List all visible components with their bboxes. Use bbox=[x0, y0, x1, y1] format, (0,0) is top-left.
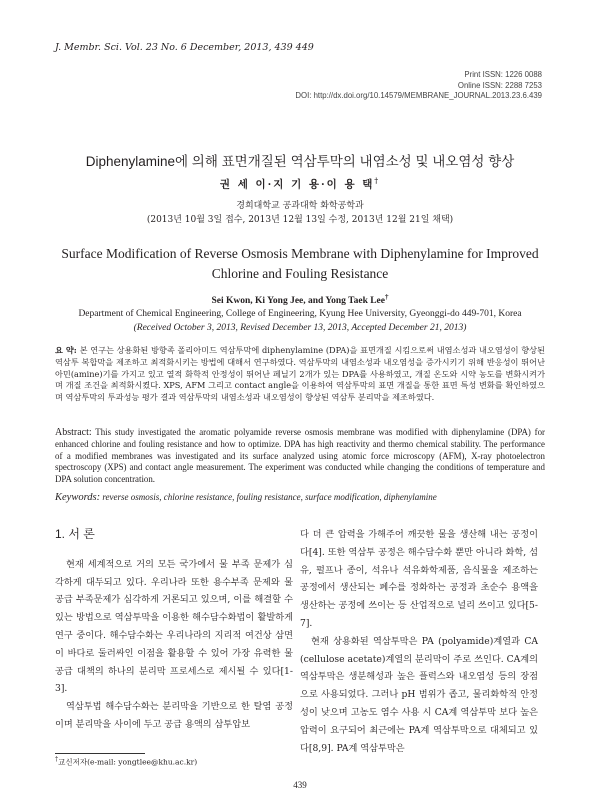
footnote-divider bbox=[55, 753, 145, 754]
english-abstract-text: This study investigated the aromatic polyamide reverse osmosis membrane was modified with diphenylamine (DPA) for enhanced chlorine and fouling resistance and how to optimize. DPA has high reactivity and thermo chemical stability. The performance of a modified membranes was investigated and its surface analyzed using atomic force microscopy (AFM), X-ray photoelectron spectroscopy (XPS) and contact angle measurement. The experiment was conducted while changing the conditions of temperature and DPA solution concentration. bbox=[55, 427, 545, 485]
english-title: Surface Modification of Reverse Osmosis Membrane with Diphenylamine for Improved Chlorine and Fouling Resistance bbox=[61, 246, 539, 281]
section-heading-introduction: 1. 서 론 bbox=[55, 527, 95, 541]
footnote-text: 교신저자(e-mail: yongtlee@khu.ac.kr) bbox=[58, 757, 198, 767]
korean-abstract bbox=[55, 345, 545, 404]
keywords-text: reverse osmosis, chlorine resistance, fouling resistance, surface modification, diphenylamine bbox=[102, 492, 437, 502]
korean-abstract-label: 요 약: bbox=[55, 345, 77, 355]
english-abstract-label: Abstract: bbox=[55, 427, 92, 438]
intro-paragraph-3: 다 더 큰 압력을 가해주어 깨끗한 물을 생산해 내는 공정이다[4]. 또한 역삼투 공정은 해수담수화 뿐만 아니라 화학, 섬유, 펄프나 종이, 석유나 석유화학제품, 음식물을 제조하는 공정에서 생산되는 폐수를 정화하는 공정과 초순수 용액을 생산하는 공정에 쓰이는 등 산업적으로 널리 쓰이고 있다[5-7]. bbox=[300, 529, 538, 629]
online-issn: Online ISSN: 2288 7253 bbox=[457, 80, 542, 90]
print-issn: Print ISSN: 1226 0088 bbox=[464, 70, 542, 79]
issn-block bbox=[295, 70, 542, 102]
intro-paragraph-2: 역삼투법 해수담수화는 분리막을 기반으로 한 탈염 공정이며 분리막을 사이에 두고 공급 용액의 삼투압보 bbox=[55, 701, 293, 730]
korean-authors bbox=[0, 176, 600, 192]
english-authors bbox=[0, 293, 600, 306]
page-number: 439 bbox=[293, 780, 307, 790]
korean-abstract-text: 본 연구는 상용화된 방향족 폴리아미드 역삼투막에 diphenylamine (DPA)을 표면개질 시킴으로써 내염소성과 내오염성이 향상된 역삼투 복합막을 제조하고 최적화시키는 방법에 대해서 연구하였다. 역삼투막의 내염소성과 내오염성을 증가시키기 위해 반응성이 뛰어난 아민(amine)기를 가지고 있고 열적 화학적 안정성이 뛰어난 페닐기 2개가 있는 DPA를 사용하였고, 개질 온도와 시약 농도를 변화시켜가며 개질 조건을 최적화시켰다. XPS, AFM 그리고 contact angle을 이용하여 역삼투막의 표면 개질을 통한 표면 특성 변화를 확인하였으며 역삼투막의 투과성능 평가 결과 역삼투막의 내염소성과 내오염성이 향상된 역삼투 분리막을 제조하였다. bbox=[55, 345, 545, 403]
korean-dates: (2013년 10월 3일 접수, 2013년 12월 13일 수정, 2013년 12월 21일 채택) bbox=[146, 215, 454, 225]
footnote-mark: † bbox=[55, 756, 59, 763]
english-dates: (Received October 3, 2013, Revised December 13, 2013, Accepted December 21, 2013) bbox=[133, 323, 467, 333]
korean-author-names: 권 세 이·지 기 용·이 용 택 bbox=[219, 178, 375, 191]
corresponding-author-mark: † bbox=[374, 176, 381, 185]
intro-paragraph-1: 현재 세계적으로 거의 모든 국가에서 물 부족 문제가 심각하게 대두되고 있다. 우리나라 또한 용수부족 문제와 물 공급 부족문제가 심각하게 거론되고 있으며, 이를 해결할 수 있는 방법으로 역삼투막을 이용한 해수담수화법이 활발하게 연구 중이다. 해수담수화는 우리나라의 지리적 여건상 삼면이 바다로 둘러싸인 이점을 활용할 수 있어 가장 유력한 물 공급 대책의 하나의 분리막 프로세스로 제시될 수 있다[1-3]. bbox=[55, 558, 293, 695]
journal-citation: J. Membr. Sci. Vol. 23 No. 6 December, 2013, 439 449 bbox=[55, 42, 314, 53]
left-column bbox=[55, 520, 293, 734]
intro-paragraph-4: 현재 상용화된 역삼투막은 PA (polyamide)계열과 CA (cellulose acetate)계열의 분리막이 주로 쓰인다. CA계의 역삼투막은 생분해성과 높은 플럭스와 내오염성 등의 장점으로 사용되었다. 그러나 pH 범위가 좁고, 물리화학적 안정성이 낮으며 고농도 염수 사용 시 CA계 역삼투막 보다 높은 압력이 요구되어 최근에는 PA계 역삼투막으로 대체되고 있다[8,9]. PA계 역삼투막은 bbox=[300, 635, 538, 754]
english-author-names: Sei Kwon, Ki Yong Jee, and Yong Taek Lee bbox=[211, 296, 385, 307]
english-affiliation: Department of Chemical Engineering, College of Engineering, Kyung Hee University, Gyeonggi-do 449-701, Korea bbox=[78, 309, 522, 319]
keywords bbox=[55, 492, 545, 503]
doi-link[interactable]: DOI: http://dx.doi.org/10.14579/MEMBRANE_JOURNAL.2013.23.6.439 bbox=[295, 91, 542, 100]
korean-affiliation: 경희대학교 공과대학 화학공학과 bbox=[236, 201, 364, 211]
right-column bbox=[300, 526, 538, 757]
korean-title: Diphenylamine에 의해 표면개질된 역삼투막의 내염소성 및 내오염성 향상 bbox=[85, 154, 515, 169]
keywords-label: Keywords: bbox=[55, 492, 101, 503]
english-corresponding-mark: † bbox=[385, 293, 389, 301]
footnote bbox=[55, 756, 197, 768]
english-abstract bbox=[55, 427, 545, 486]
